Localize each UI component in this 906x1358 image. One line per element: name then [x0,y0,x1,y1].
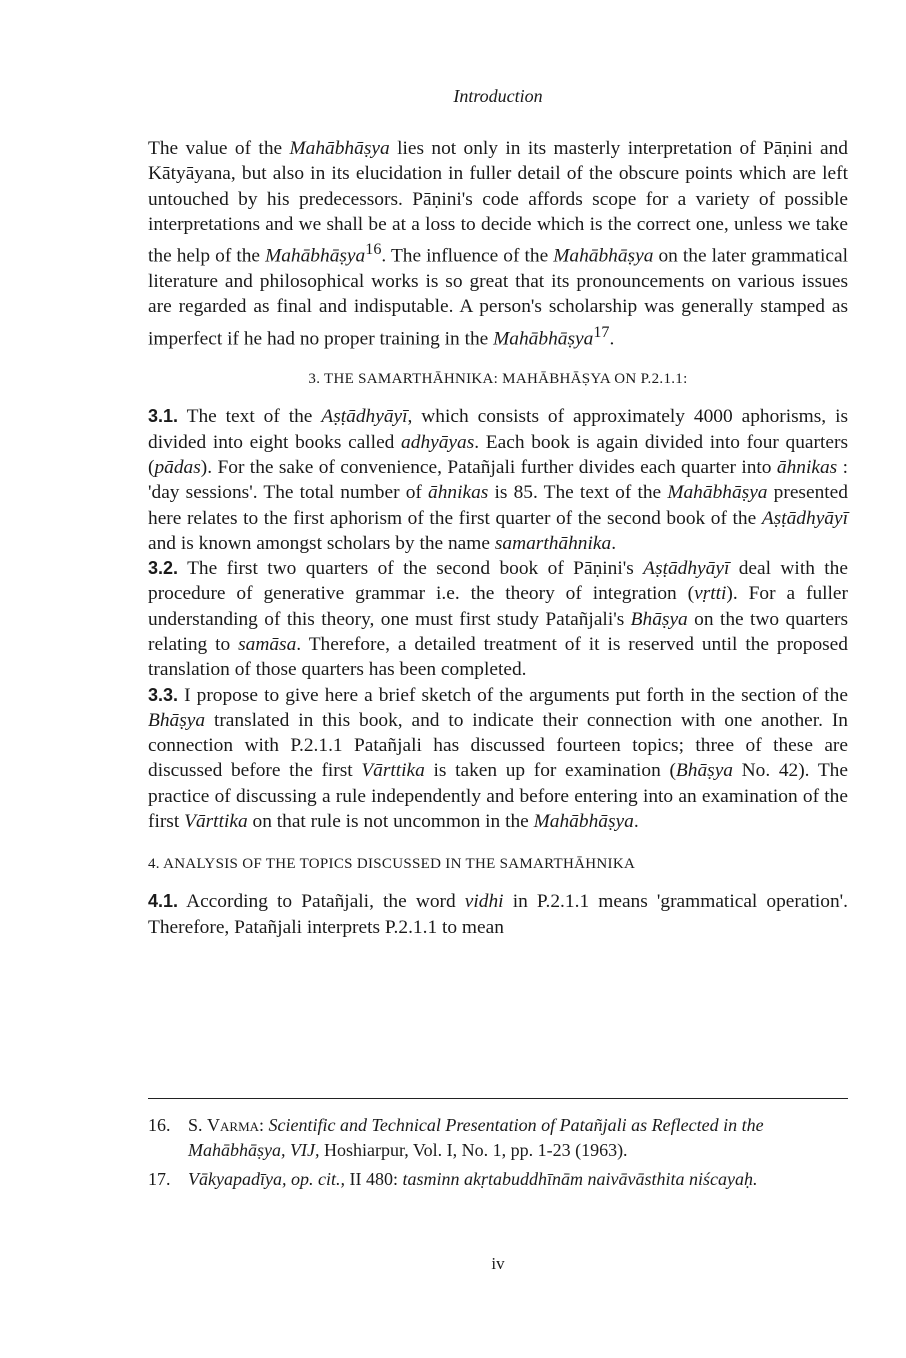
footnotes [148,1098,848,1196]
footnote-number: 17. [148,1169,171,1189]
paragraph-number: 3.2. [148,558,179,579]
section-4-heading: 4. ANALYSIS OF THE TOPICS DISCUSSED IN THE SAMARTHĀHNIKA [148,856,636,873]
paragraph-number: 3.1. [148,406,179,427]
body-text [148,136,848,940]
footnote-ref-16[interactable]: 16 [365,241,382,259]
paragraph-3-3: 3.3. I propose to give here a brief sketch of the arguments put forth in the section of the Bhāṣya translated in this book, and to indicate their connection with one another. In connection with P.2.1.1 Patañjali has discussed fourteen topics; three of these are discussed before the first Vārttika is taken up for examination (Bhāṣya No. 42). The practice of discussing a rule independently and before entering into an examination of the first Vārttika on that rule is not uncommon in the Mahābhāṣya. [148,684,848,833]
paragraph-4-1: 4.1. According to Patañjali, the word vidhi in P.2.1.1 means 'grammatical operation'. Therefore, Patañjali interprets P.2.1.1 to mean [148,891,848,938]
footnote-ref-17[interactable]: 17 [593,323,610,341]
paragraph-number: 3.3. [148,684,179,705]
paragraph-3-1: 3.1. The text of the Aṣṭādhyāyī, which consists of approximately 4000 aphorisms, is divided into eight books called adhyāyas. Each book is again divided into four quarters (pādas). For the sake of convenience, Patañjali further divides each quarter into āhnikas : 'day sessions'. The total number of āhnikas is 85. The text of the Mahābhāṣya presented here relates to the first aphorism of the first quarter of the second book of the Aṣṭādhyāyī and is known amongst scholars by the name samarthāhnika. [148,406,849,554]
running-header: Introduction [453,86,543,106]
paragraph-3-2: 3.2. The first two quarters of the second book of Pāṇini's Aṣṭādhyāyī deal with the procedure of generative grammar i.e. the theory of integration (vṛtti). For a fuller understanding of this theory, one must first study Patañjali's Bhāṣya on the two quarters relating to samāsa. Therefore, a detailed treatment of it is reserved until the proposed translation of those quarters has been completed. [148,558,848,681]
paragraph-number: 4.1. [148,891,179,912]
page-number: iv [491,1254,505,1273]
footnote-16: 16. S. Varma: Scientific and Technical Presentation of Patañjali as Reflected in the Mahābhāṣya, VIJ, Hoshiarpur, Vol. I, No. 1, pp. 1-23 (1963). [148,1115,764,1160]
footnote-number: 16. [148,1115,171,1135]
footnote-17: 17. Vākyapadīya, op. cit., II 480: tasminn akṛtabuddhīnām naivāvāsthita niścayaḥ. [148,1167,848,1192]
intro-paragraph: The value of the Mahābhāṣya lies not only in its masterly interpretation of Pāṇini and Kātyāyana, but also in its elucidation in fuller detail of the obscure points which are left untouched by his predecessors. Pāṇini's code affords scope for a variety of possible interpretations and we shall be at a loss to decide which is the correct one, unless we take the help of the Mahābhāṣya$^{16}$. The influence of the Mahābhāṣya on the later grammatical literature and philosophical works is so great that its pronouncements on various issues are regarded as final and indisputable. A person's scholarship was generally stamped as imperfect if he had no proper training in the Mahābhāṣya$^{17}$. [148,138,848,350]
section-3-heading: 3. THE SAMARTHĀHNIKA: MAHĀBHĀṢYA ON P.2.1.1: [308,371,688,388]
